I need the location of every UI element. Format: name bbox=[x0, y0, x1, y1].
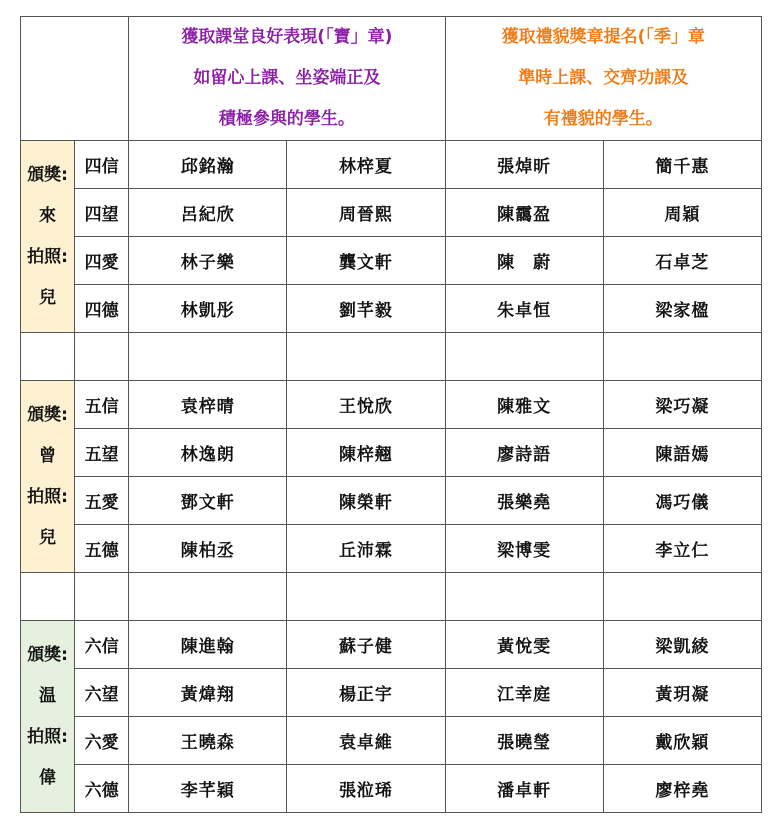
presenter-label: 頒獎: bbox=[27, 404, 68, 425]
table-row bbox=[21, 765, 762, 813]
empty-cell bbox=[603, 573, 761, 621]
empty-cell bbox=[75, 333, 129, 381]
empty-cell bbox=[445, 573, 603, 621]
student-name-cell: 朱卓恒 bbox=[445, 285, 603, 333]
header-orange-line3: 有禮貌的學生。 bbox=[543, 109, 663, 129]
header-courtesy-nomination bbox=[445, 17, 761, 141]
class-name-cell: 四望 bbox=[75, 189, 129, 237]
presenter-photographer-cell bbox=[21, 621, 75, 813]
presenter-label: 偉 bbox=[39, 767, 57, 788]
empty-cell bbox=[287, 573, 445, 621]
class-name-cell: 四愛 bbox=[75, 237, 129, 285]
presenter-label: 拍照: bbox=[27, 726, 68, 747]
student-name-cell: 林子樂 bbox=[129, 237, 287, 285]
empty-cell bbox=[287, 333, 445, 381]
student-name-cell: 呂紀欣 bbox=[129, 189, 287, 237]
student-name-cell: 梁巧凝 bbox=[603, 381, 761, 429]
table-row bbox=[21, 285, 762, 333]
student-name-cell: 陳雅文 bbox=[445, 381, 603, 429]
class-name-cell: 六德 bbox=[75, 765, 129, 813]
student-name-cell: 陳梓翹 bbox=[287, 429, 445, 477]
header-purple-line1: 獲取課堂良好表現(「寶」章) bbox=[181, 27, 393, 47]
presenter-label: 拍照: bbox=[27, 486, 68, 507]
student-name-cell: 劉芊毅 bbox=[287, 285, 445, 333]
student-name-cell: 陳 蔚 bbox=[445, 237, 603, 285]
empty-cell bbox=[21, 573, 75, 621]
student-name-cell: 丘沛霖 bbox=[287, 525, 445, 573]
table-row bbox=[21, 477, 762, 525]
presenter-label: 拍照: bbox=[27, 246, 68, 267]
student-name-cell: 楊正宇 bbox=[287, 669, 445, 717]
class-name-cell: 六愛 bbox=[75, 717, 129, 765]
header-blank-cell bbox=[21, 17, 129, 141]
empty-cell bbox=[445, 333, 603, 381]
class-name-cell: 五愛 bbox=[75, 477, 129, 525]
table-row bbox=[21, 525, 762, 573]
award-table bbox=[20, 16, 762, 813]
class-name-cell: 四德 bbox=[75, 285, 129, 333]
class-name-cell: 六信 bbox=[75, 621, 129, 669]
class-name-cell: 六望 bbox=[75, 669, 129, 717]
presenter-photographer-cell bbox=[21, 381, 75, 573]
student-name-cell: 馮巧儀 bbox=[603, 477, 761, 525]
student-name-cell: 林逸朗 bbox=[129, 429, 287, 477]
student-name-cell: 梁博雯 bbox=[445, 525, 603, 573]
student-name-cell: 林梓夏 bbox=[287, 141, 445, 189]
student-name-cell: 陳柏丞 bbox=[129, 525, 287, 573]
student-name-cell: 張焯昕 bbox=[445, 141, 603, 189]
student-name-cell: 陳靄盈 bbox=[445, 189, 603, 237]
student-name-cell: 陳榮軒 bbox=[287, 477, 445, 525]
table-row bbox=[21, 381, 762, 429]
student-name-cell: 李立仁 bbox=[603, 525, 761, 573]
student-name-cell: 陳語嫣 bbox=[603, 429, 761, 477]
table-row bbox=[21, 237, 762, 285]
header-classroom-performance bbox=[129, 17, 445, 141]
student-name-cell: 潘卓軒 bbox=[445, 765, 603, 813]
table-row bbox=[21, 669, 762, 717]
header-orange-line1: 獲取禮貌獎章提名(「季」章 bbox=[501, 27, 705, 47]
table-row bbox=[21, 717, 762, 765]
student-name-cell: 林凱彤 bbox=[129, 285, 287, 333]
student-name-cell: 周穎 bbox=[603, 189, 761, 237]
student-name-cell: 梁家楹 bbox=[603, 285, 761, 333]
student-name-cell: 袁卓維 bbox=[287, 717, 445, 765]
student-name-cell: 黃煒翔 bbox=[129, 669, 287, 717]
student-name-cell: 黃悅雯 bbox=[445, 621, 603, 669]
class-name-cell: 四信 bbox=[75, 141, 129, 189]
empty-cell bbox=[75, 573, 129, 621]
empty-cell bbox=[603, 333, 761, 381]
student-name-cell: 王曉森 bbox=[129, 717, 287, 765]
table-row bbox=[21, 429, 762, 477]
student-name-cell: 王悅欣 bbox=[287, 381, 445, 429]
student-name-cell: 江幸庭 bbox=[445, 669, 603, 717]
student-name-cell: 戴欣穎 bbox=[603, 717, 761, 765]
table-row bbox=[21, 141, 762, 189]
presenter-label: 温 bbox=[39, 685, 57, 706]
student-name-cell: 張樂堯 bbox=[445, 477, 603, 525]
presenter-label: 兒 bbox=[39, 287, 57, 308]
student-name-cell: 張涖琋 bbox=[287, 765, 445, 813]
presenter-photographer-cell bbox=[21, 141, 75, 333]
student-name-cell: 陳進翰 bbox=[129, 621, 287, 669]
student-name-cell: 龔文軒 bbox=[287, 237, 445, 285]
presenter-label: 來 bbox=[39, 205, 57, 226]
student-name-cell: 梁凱綾 bbox=[603, 621, 761, 669]
student-name-cell: 李芊穎 bbox=[129, 765, 287, 813]
presenter-label: 兒 bbox=[39, 527, 57, 548]
class-name-cell: 五望 bbox=[75, 429, 129, 477]
student-name-cell: 蘇子健 bbox=[287, 621, 445, 669]
header-purple-line3: 積極參與的學生。 bbox=[218, 109, 355, 129]
presenter-label: 曾 bbox=[39, 445, 57, 466]
empty-cell bbox=[129, 573, 287, 621]
table-row bbox=[21, 189, 762, 237]
presenter-label: 頒獎: bbox=[27, 164, 68, 185]
student-name-cell: 邱銘瀚 bbox=[129, 141, 287, 189]
student-name-cell: 鄧文軒 bbox=[129, 477, 287, 525]
student-name-cell: 廖梓堯 bbox=[603, 765, 761, 813]
class-name-cell: 五德 bbox=[75, 525, 129, 573]
header-row bbox=[21, 17, 762, 141]
presenter-label: 頒獎: bbox=[27, 644, 68, 665]
spacer-row bbox=[21, 333, 762, 381]
student-name-cell: 袁梓晴 bbox=[129, 381, 287, 429]
student-name-cell: 廖詩語 bbox=[445, 429, 603, 477]
student-name-cell: 簡千惠 bbox=[603, 141, 761, 189]
student-name-cell: 黃玥凝 bbox=[603, 669, 761, 717]
empty-cell bbox=[129, 333, 287, 381]
header-purple-line2: 如留心上課、坐姿端正及 bbox=[193, 68, 381, 88]
header-orange-line2: 準時上課、交齊功課及 bbox=[518, 68, 689, 88]
empty-cell bbox=[21, 333, 75, 381]
student-name-cell: 石卓芝 bbox=[603, 237, 761, 285]
table-row bbox=[21, 621, 762, 669]
student-name-cell: 周晉熙 bbox=[287, 189, 445, 237]
student-name-cell: 張曉瑩 bbox=[445, 717, 603, 765]
spacer-row bbox=[21, 573, 762, 621]
class-name-cell: 五信 bbox=[75, 381, 129, 429]
